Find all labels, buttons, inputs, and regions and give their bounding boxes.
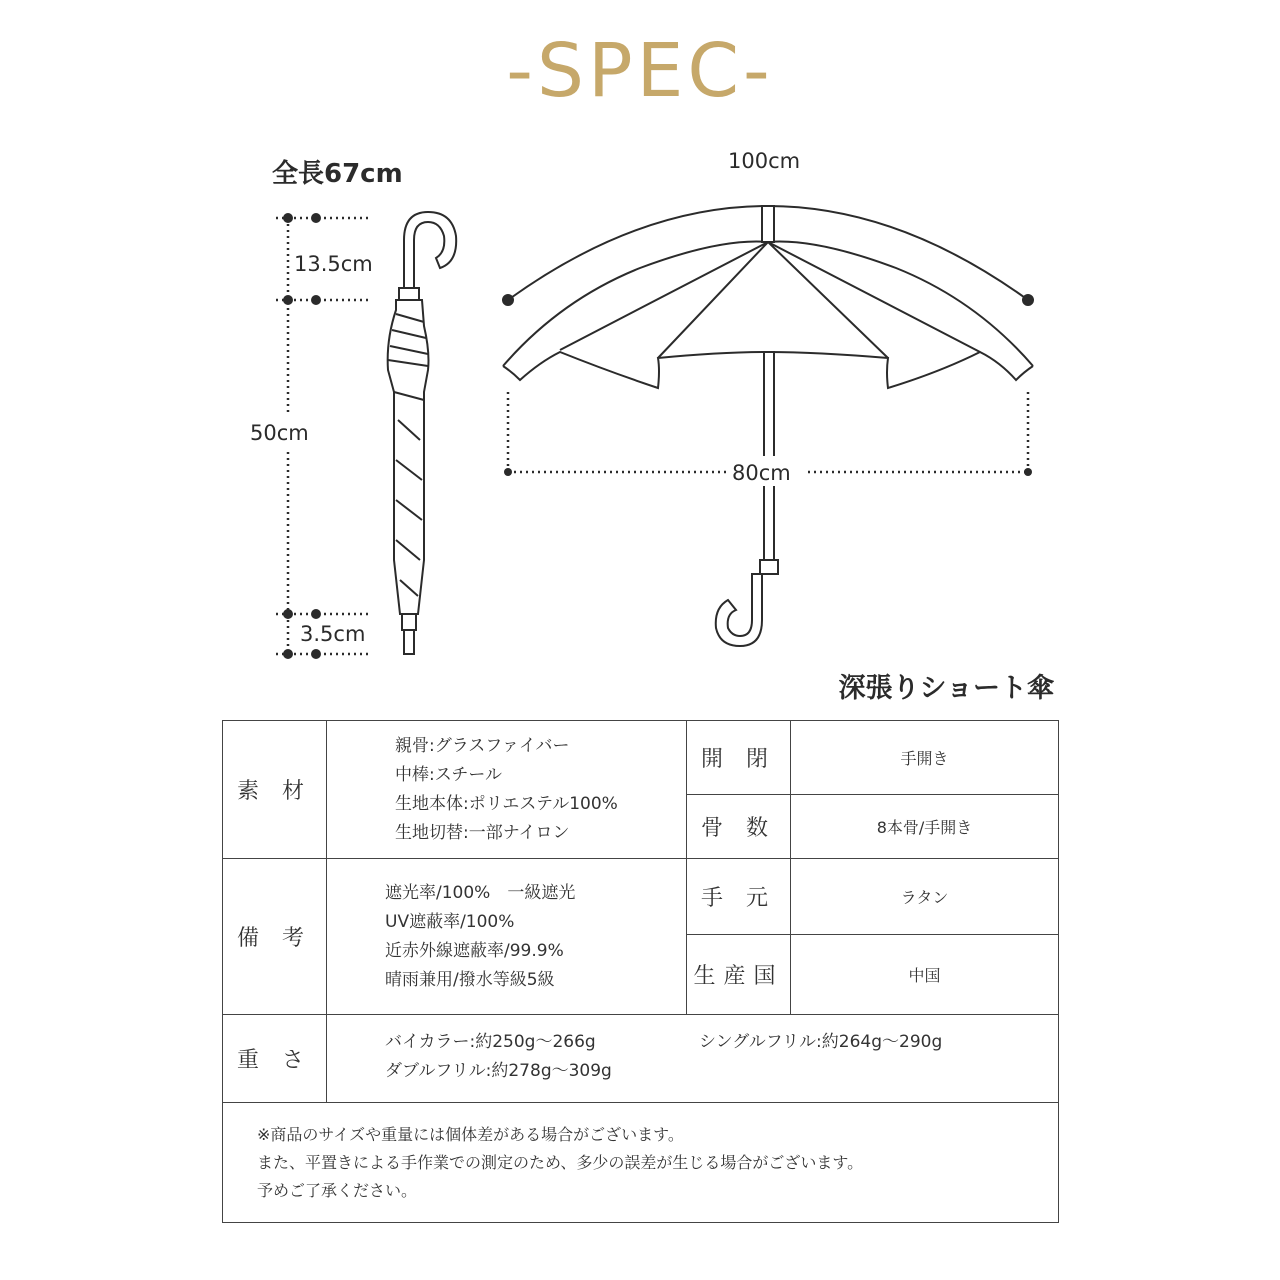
disclaimer-line: また、平置きによる手作業での測定のため、多少の誤差が生じる場合がございます。 <box>257 1152 864 1172</box>
handle-label: 手 元 <box>687 859 791 935</box>
origin-label: 生産国 <box>687 935 791 1015</box>
weight-single: シングルフリル:約264g～290g <box>699 1031 943 1052</box>
material-line: 生地本体:ポリエステル100% <box>395 793 618 814</box>
span-label: 100cm <box>728 149 801 173</box>
tip-length-label: 3.5cm <box>300 622 366 646</box>
material-details <box>327 721 687 859</box>
product-name: 深張りショート傘 <box>838 673 1054 704</box>
disclaimer-line: 予めご了承ください。 <box>257 1180 418 1200</box>
weight-label: 重 さ <box>223 1015 327 1103</box>
closed-umbrella-illustration <box>388 212 457 654</box>
material-line: 生地切替:一部ナイロン <box>395 822 570 843</box>
page-title: -SPEC- <box>506 28 774 114</box>
origin-value: 中国 <box>791 935 1059 1015</box>
material-line: 親骨:グラスファイバー <box>395 735 570 756</box>
body-length-label: 50cm <box>250 421 309 445</box>
material-line: 中棒:スチール <box>395 764 503 785</box>
handle-value: ラタン <box>791 859 1059 935</box>
open-close-value: 手開き <box>791 721 1059 795</box>
disclaimer-line: ※商品のサイズや重量には個体差がある場合がございます。 <box>257 1124 684 1144</box>
diameter-label: 80cm <box>732 461 791 485</box>
notes-line: 晴雨兼用/撥水等級5級 <box>385 969 555 990</box>
ribs-label: 骨 数 <box>687 795 791 859</box>
spec-table <box>222 720 1059 1223</box>
notes-line: UV遮蔽率/100% <box>385 911 515 932</box>
total-length-label: 全長67cm <box>272 159 403 189</box>
notes-label: 備 考 <box>223 859 327 1015</box>
handle-length-label: 13.5cm <box>294 252 373 276</box>
material-label: 素 材 <box>223 721 327 859</box>
weight-double: ダブルフリル:約278g～309g <box>385 1060 612 1081</box>
notes-details <box>327 859 687 1015</box>
disclaimer <box>223 1103 1059 1223</box>
ribs-value: 8本骨/手開き <box>791 795 1059 859</box>
weight-bicolor: バイカラー:約250g～266g <box>385 1031 596 1052</box>
weight-details <box>327 1015 1059 1103</box>
open-umbrella-illustration <box>503 206 1033 646</box>
notes-line: 近赤外線遮蔽率/99.9% <box>385 940 564 961</box>
open-close-label: 開 閉 <box>687 721 791 795</box>
notes-line: 遮光率/100% 一級遮光 <box>385 882 576 903</box>
